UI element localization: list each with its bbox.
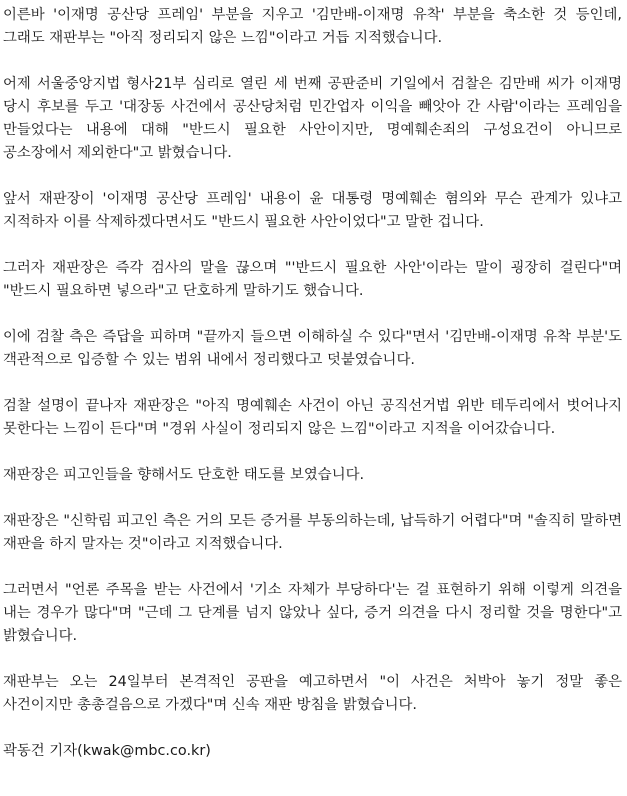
article-paragraph: 재판장은 피고인들을 향해서도 단호한 태도를 보였습니다. — [3, 467, 365, 483]
article-paragraph: 그러자 재판장은 즉각 검사의 말을 끊으며 "'반드시 필요한 사안'이라는 말이 굉장히 걸린다"며 "반드시 필요하면 넣으라"고 단호하게 말하기도 했습니다. — [3, 260, 622, 299]
byline: 곽동건 기자(kwak@mbc.co.kr) — [3, 743, 211, 759]
article-paragraph: 어제 서울중앙지법 형사21부 심리로 열린 세 번째 공판준비 기일에서 검찰은 김만배 씨가 이재명 당시 후보를 두고 '대장동 사건에서 공산당처럼 민간업자 이익을 빼앗아 간 사람'이라는 프레임을 만들었다는 내용에 대해 "반드시 필요한 사안이지만, 명예훼손죄의 구성요건이 아니므로 공소장에서 제외한다"고 밝혔습니다. — [3, 76, 622, 161]
article-paragraph: 검찰 설명이 끝나자 재판장은 "아직 명예훼손 사건이 아닌 공직선거법 위반 테두리에서 벗어나지 못한다는 느낌이 든다"며 "경위 사실이 정리되지 않은 느낌"이라고 지적을 이어갔습니다. — [3, 398, 622, 437]
article-body — [3, 0, 622, 763]
article-paragraph: 그러면서 "언론 주목을 받는 사건에서 '기소 자체가 부당하다'는 걸 표현하기 위해 이렇게 의견을 내는 경우가 많다"며 "근데 그 단계를 넘지 않았나 싶다, 증거 의견을 다시 정리할 것을 명한다"고 밝혔습니다. — [3, 582, 622, 644]
article-paragraph: 재판부는 오는 24일부터 본격적인 공판을 예고하면서 "이 사건은 처박아 놓기 정말 좋은 사건이지만 총총걸음으로 가겠다"며 신속 재판 방침을 밝혔습니다. — [3, 674, 622, 713]
article-paragraph: 이른바 '이재명 공산당 프레임' 부분을 지우고 '김만배-이재명 유착' 부분을 축소한 것 등인데, 그래도 재판부는 "아직 정리되지 않은 느낌"이라고 거듭 지적했습니다. — [3, 7, 622, 46]
article-paragraph: 재판장은 "신학림 피고인 측은 거의 모든 증거를 부동의하는데, 납득하기 어렵다"며 "솔직히 말하면 재판을 하지 말자는 것"이라고 지적했습니다. — [3, 513, 622, 552]
article-paragraph: 이에 검찰 측은 즉답을 피하며 "끝까지 들으면 이해하실 수 있다"면서 '김만배-이재명 유착 부분'도 객관적으로 입증할 수 있는 범위 내에서 정리했다고 덧붙였습니다. — [3, 329, 622, 368]
article-paragraph: 앞서 재판장이 '이재명 공산당 프레임' 내용이 윤 대통령 명예훼손 혐의와 무슨 관계가 있냐고 지적하자 이를 삭제하겠다면서도 "반드시 필요한 사안이었다"고 말한 겁니다. — [3, 191, 622, 230]
